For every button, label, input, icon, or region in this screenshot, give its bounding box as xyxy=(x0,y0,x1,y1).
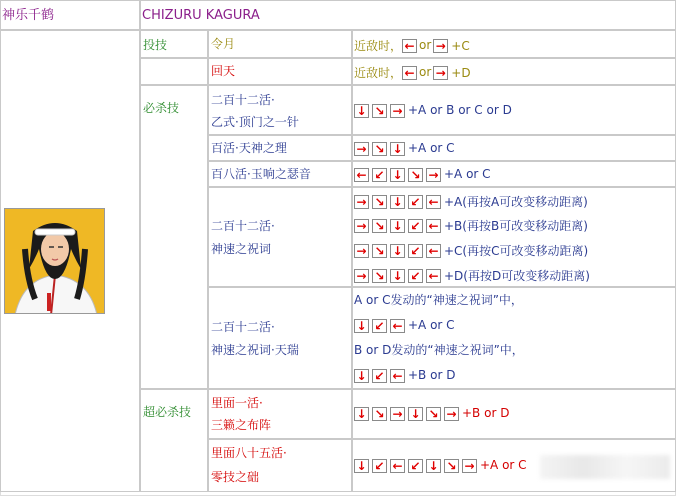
arrow-left-icon: ← xyxy=(402,39,417,53)
command-suffix: +D xyxy=(451,65,471,80)
arrow-downright-icon: ↘ xyxy=(372,142,387,156)
arrow-down-icon: ↓ xyxy=(390,269,405,283)
arrow-right-icon: → xyxy=(354,195,369,209)
command-row xyxy=(354,458,527,473)
command-suffix: +B or D xyxy=(408,368,456,383)
arrow-right-icon: → xyxy=(354,269,369,283)
arrow-downright-icon: ↘ xyxy=(372,219,387,233)
command-suffix: +A or C xyxy=(408,141,455,156)
name-cell-6 xyxy=(208,187,352,287)
blurred-watermark xyxy=(540,455,670,479)
move-name: 神速之祝词·天瑞 xyxy=(211,343,299,357)
portrait-illustration xyxy=(5,209,105,314)
command-arrows xyxy=(354,268,444,283)
character-portrait xyxy=(4,208,105,314)
category-cell-empty xyxy=(140,58,208,85)
arrow-down-icon: ↓ xyxy=(390,142,405,156)
command-suffix: +B(再按B可改变移动距离) xyxy=(444,219,588,233)
arrow-right-icon: → xyxy=(354,142,369,156)
arrow-down-icon: ↓ xyxy=(390,219,405,233)
arrow-left-icon: ← xyxy=(390,369,405,383)
arrow-downright-icon: ↘ xyxy=(372,407,387,421)
arrow-downright-icon: ↘ xyxy=(372,244,387,258)
command-arrows xyxy=(354,141,408,156)
command-suffix: +A or C xyxy=(480,458,527,473)
command-suffix: +A(再按A可改变移动距离) xyxy=(444,195,588,209)
arrow-left-icon: ← xyxy=(402,66,417,80)
command-arrows xyxy=(402,38,451,53)
command-row xyxy=(354,64,471,81)
command-arrows xyxy=(402,65,451,80)
move-name: 里面一活· xyxy=(211,396,263,410)
arrow-right-icon: → xyxy=(390,104,405,118)
arrow-left-icon: ← xyxy=(426,244,441,258)
command-row xyxy=(354,406,509,421)
arrow-downleft-icon: ↙ xyxy=(372,319,387,333)
command-arrows xyxy=(354,103,408,118)
move-name: 二百十二活· xyxy=(211,219,275,233)
arrow-down-icon: ↓ xyxy=(354,407,369,421)
arrow-right-icon: → xyxy=(433,39,448,53)
move-name: 乙式·顶门之一针 xyxy=(211,115,299,129)
or-text: or xyxy=(419,65,432,80)
category-cell-special xyxy=(140,85,208,389)
category-throw: 投技 xyxy=(143,38,168,52)
arrow-downleft-icon: ↙ xyxy=(408,244,423,258)
command-row xyxy=(354,217,588,234)
arrow-right-icon: → xyxy=(390,407,405,421)
arrow-left-icon: ← xyxy=(426,219,441,233)
command-arrows xyxy=(354,406,462,421)
arrow-down-icon: ↓ xyxy=(390,244,405,258)
command-row xyxy=(354,103,512,118)
command-prefix: 近敌时， xyxy=(354,39,403,53)
arrow-down-icon: ↓ xyxy=(354,319,369,333)
arrow-down-icon: ↓ xyxy=(354,104,369,118)
move-name: 二百十二活· xyxy=(211,320,275,334)
arrow-downleft-icon: ↙ xyxy=(408,269,423,283)
move-name: 神速之祝词 xyxy=(211,242,272,256)
or-text: or xyxy=(419,38,432,53)
command-arrows xyxy=(354,458,480,473)
arrow-downleft-icon: ↙ xyxy=(408,195,423,209)
arrow-downleft-icon: ↙ xyxy=(372,369,387,383)
command-row xyxy=(354,141,455,156)
command-row xyxy=(354,368,455,383)
command-row xyxy=(354,193,588,210)
arrow-right-icon: → xyxy=(462,459,477,473)
command-prefix: 近敌时， xyxy=(354,66,403,80)
arrow-downleft-icon: ↙ xyxy=(408,459,423,473)
command-note: A or C发动的“神速之祝词”中， xyxy=(354,293,523,307)
character-name-cn: 神乐千鹤 xyxy=(2,8,55,23)
command-suffix: +A or C xyxy=(444,167,491,182)
move-name: 百八活·玉响之瑟音 xyxy=(211,167,311,181)
arrow-downright-icon: ↘ xyxy=(372,104,387,118)
move-name: 里面八十五活· xyxy=(211,446,287,460)
arrow-right-icon: → xyxy=(426,168,441,182)
move-name: 令月 xyxy=(211,37,236,51)
command-arrows xyxy=(354,318,408,333)
arrow-left-icon: ← xyxy=(426,195,441,209)
move-name: 零技之础 xyxy=(211,470,260,484)
move-name: 二百十二活· xyxy=(211,93,275,107)
command-row xyxy=(354,267,590,284)
command-arrows xyxy=(354,167,444,182)
command-suffix: +A or B or C or D xyxy=(408,103,512,118)
command-arrows xyxy=(354,243,444,258)
command-arrows xyxy=(354,218,444,233)
arrow-right-icon: → xyxy=(433,66,448,80)
command-suffix: +D(再按D可改变移动距离) xyxy=(444,269,590,283)
arrow-right-icon: → xyxy=(354,244,369,258)
arrow-left-icon: ← xyxy=(426,269,441,283)
arrow-downleft-icon: ↙ xyxy=(408,219,423,233)
character-name-en: CHIZURU KAGURA xyxy=(142,8,260,23)
name-cell-7 xyxy=(208,287,352,389)
arrow-downright-icon: ↘ xyxy=(372,269,387,283)
category-super: 超必杀技 xyxy=(143,405,192,419)
category-special: 必杀技 xyxy=(143,101,180,115)
command-suffix: +B or D xyxy=(462,406,510,421)
arrow-downleft-icon: ↙ xyxy=(372,459,387,473)
command-suffix: +C(再按C可改变移动距离) xyxy=(444,244,589,258)
arrow-downright-icon: ↘ xyxy=(408,168,423,182)
arrow-downleft-icon: ↙ xyxy=(372,168,387,182)
command-arrows xyxy=(354,368,408,383)
command-suffix: +A or C xyxy=(408,318,455,333)
arrow-down-icon: ↓ xyxy=(354,459,369,473)
arrow-left-icon: ← xyxy=(354,168,369,182)
arrow-right-icon: → xyxy=(354,219,369,233)
move-name: 三籁之布阵 xyxy=(211,418,272,432)
arrow-down-icon: ↓ xyxy=(390,195,405,209)
arrow-left-icon: ← xyxy=(390,319,405,333)
arrow-left-icon: ← xyxy=(390,459,405,473)
arrow-down-icon: ↓ xyxy=(426,459,441,473)
command-suffix: +C xyxy=(451,38,470,53)
arrow-down-icon: ↓ xyxy=(354,369,369,383)
command-note: B or D发动的“神速之祝词”中， xyxy=(354,343,524,357)
arrow-down-icon: ↓ xyxy=(408,407,423,421)
arrow-downright-icon: ↘ xyxy=(426,407,441,421)
arrow-down-icon: ↓ xyxy=(390,168,405,182)
command-row xyxy=(354,242,588,259)
move-name: 百活·天神之理 xyxy=(211,141,287,155)
arrow-right-icon: → xyxy=(444,407,459,421)
command-row xyxy=(354,318,455,333)
command-arrows xyxy=(354,194,444,209)
arrow-downright-icon: ↘ xyxy=(444,459,459,473)
command-row xyxy=(354,37,470,54)
command-row xyxy=(354,167,491,182)
arrow-downright-icon: ↘ xyxy=(372,195,387,209)
move-name: 回天 xyxy=(211,64,236,78)
